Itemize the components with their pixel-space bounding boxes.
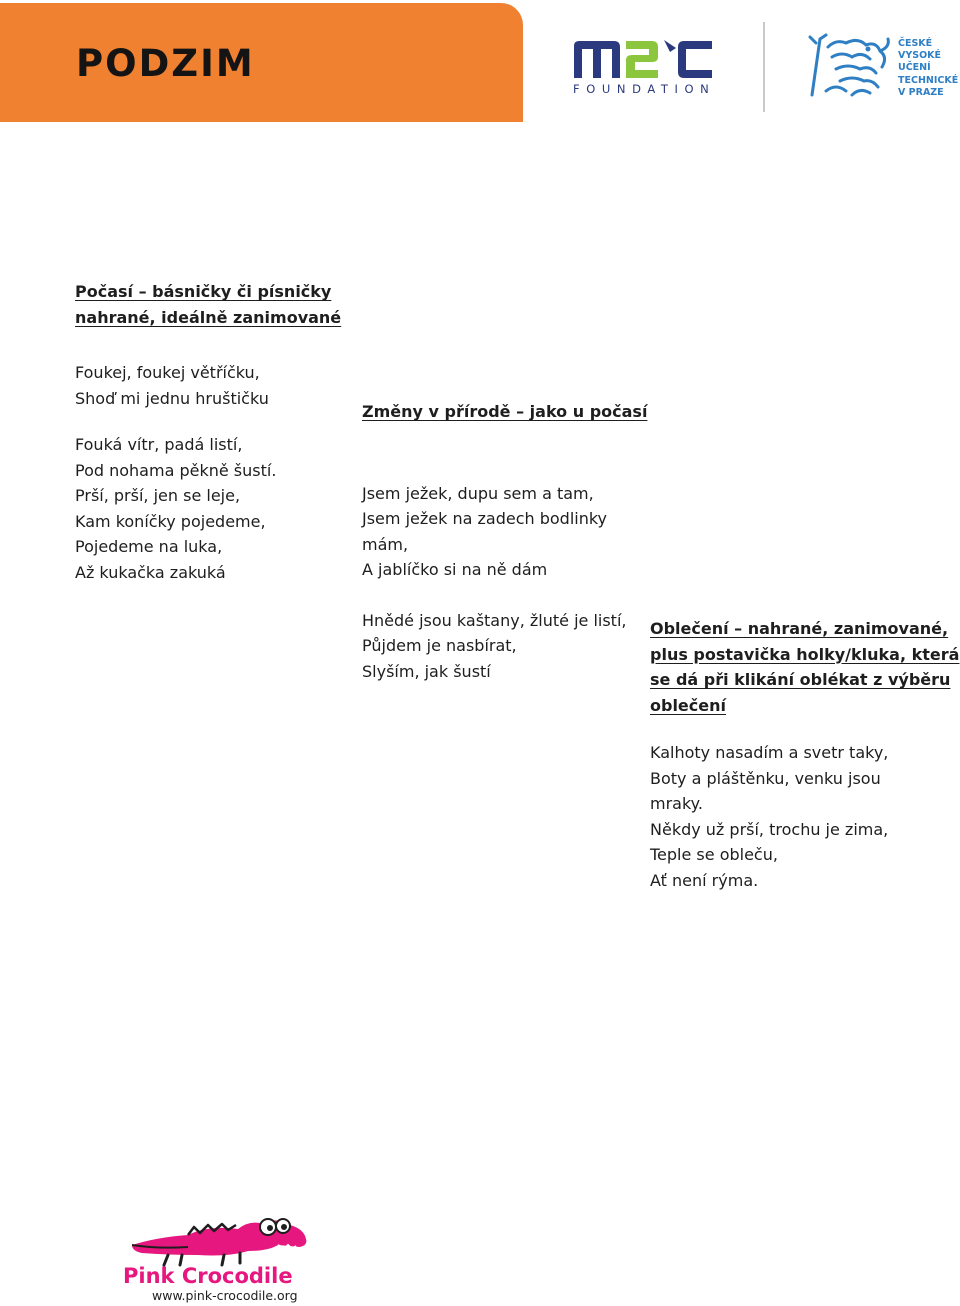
poem-line: Kam koníčky pojedeme, (75, 511, 266, 531)
heading-line: plus postavička holky/kluka, která (650, 644, 960, 664)
poem-line: mraky. (650, 794, 703, 813)
poem-line: Půjdem je nasbírat, (362, 636, 517, 655)
poem-stanza (650, 740, 959, 893)
section-heading-nature (362, 399, 647, 425)
crocodile-icon (128, 1215, 310, 1269)
poem-line: Jsem ježek, dupu sem a tam, (362, 483, 594, 503)
poem-line: Ať není rýma. (650, 870, 759, 890)
poem-line: Hnědé jsou kaštany, žluté je listí, (362, 610, 627, 630)
cvut-line: V PRAZE (898, 86, 944, 98)
poem-line: Boty a pláštěnku, venku jsou (650, 768, 881, 788)
heading-line: Změny v přírodě – jako u počasí (362, 402, 648, 421)
poem-stanza (75, 432, 341, 585)
poem-line: Prší, prší, jen se leje, (75, 486, 241, 505)
poem-line: Slyším, jak šustí (362, 661, 491, 681)
cvut-wordmark (898, 38, 958, 99)
page-title: PODZIM (76, 42, 255, 85)
heading-line: Počasí – básničky či písničky (75, 282, 332, 301)
m2c-foundation-label: FOUNDATION (573, 82, 716, 96)
poem-line: Foukej, foukej větříčku, (75, 363, 260, 382)
poem-line: Kalhoty nasadím a svetr taky, (650, 743, 889, 762)
poem-stanza (362, 608, 647, 685)
poem-line: Někdy už prší, trochu je zima, (650, 819, 889, 839)
heading-line: oblečení (650, 695, 726, 715)
cvut-line: ČESKÉ (898, 38, 933, 49)
poem-line: Teple se obleču, (650, 845, 778, 864)
section-heading-clothing (650, 616, 959, 718)
weather-column (75, 279, 341, 585)
pink-crocodile-url[interactable]: www.pink-crocodile.org (152, 1288, 298, 1303)
poem-line: Jsem ježek na zadech bodlinky (362, 509, 608, 528)
heading-line: se dá při klikání oblékat z výběru (650, 670, 951, 689)
poem-line: Shoď mi jednu hruštičku (75, 388, 269, 408)
cvut-line: VYSOKÉ (898, 50, 942, 62)
poem-line: Pod nohama pěkně šustí. (75, 460, 277, 480)
pink-crocodile-brand: Pink Crocodile (123, 1264, 293, 1288)
section-heading-weather (75, 279, 341, 330)
poem-line: mám, (362, 534, 409, 554)
cvut-line: UČENÍ (898, 62, 931, 74)
poem-line: Až kukačka zakuká (75, 562, 226, 582)
cvut-line: TECHNICKÉ (898, 74, 959, 86)
cvut-lion-icon (806, 33, 892, 99)
logo-divider (763, 22, 765, 112)
nature-column (362, 399, 647, 684)
poem-stanza (362, 481, 647, 583)
poem-line: Fouká vítr, padá listí, (75, 435, 243, 454)
heading-line: nahrané, ideálně zanimované (75, 307, 342, 327)
poem-line: Pojedeme na luka, (75, 537, 223, 556)
heading-line: Oblečení – nahrané, zanimované, (650, 619, 949, 638)
clothing-column (650, 616, 959, 893)
poem-line: A jablíčko si na ně dám (362, 560, 548, 579)
poem-stanza (75, 360, 341, 411)
